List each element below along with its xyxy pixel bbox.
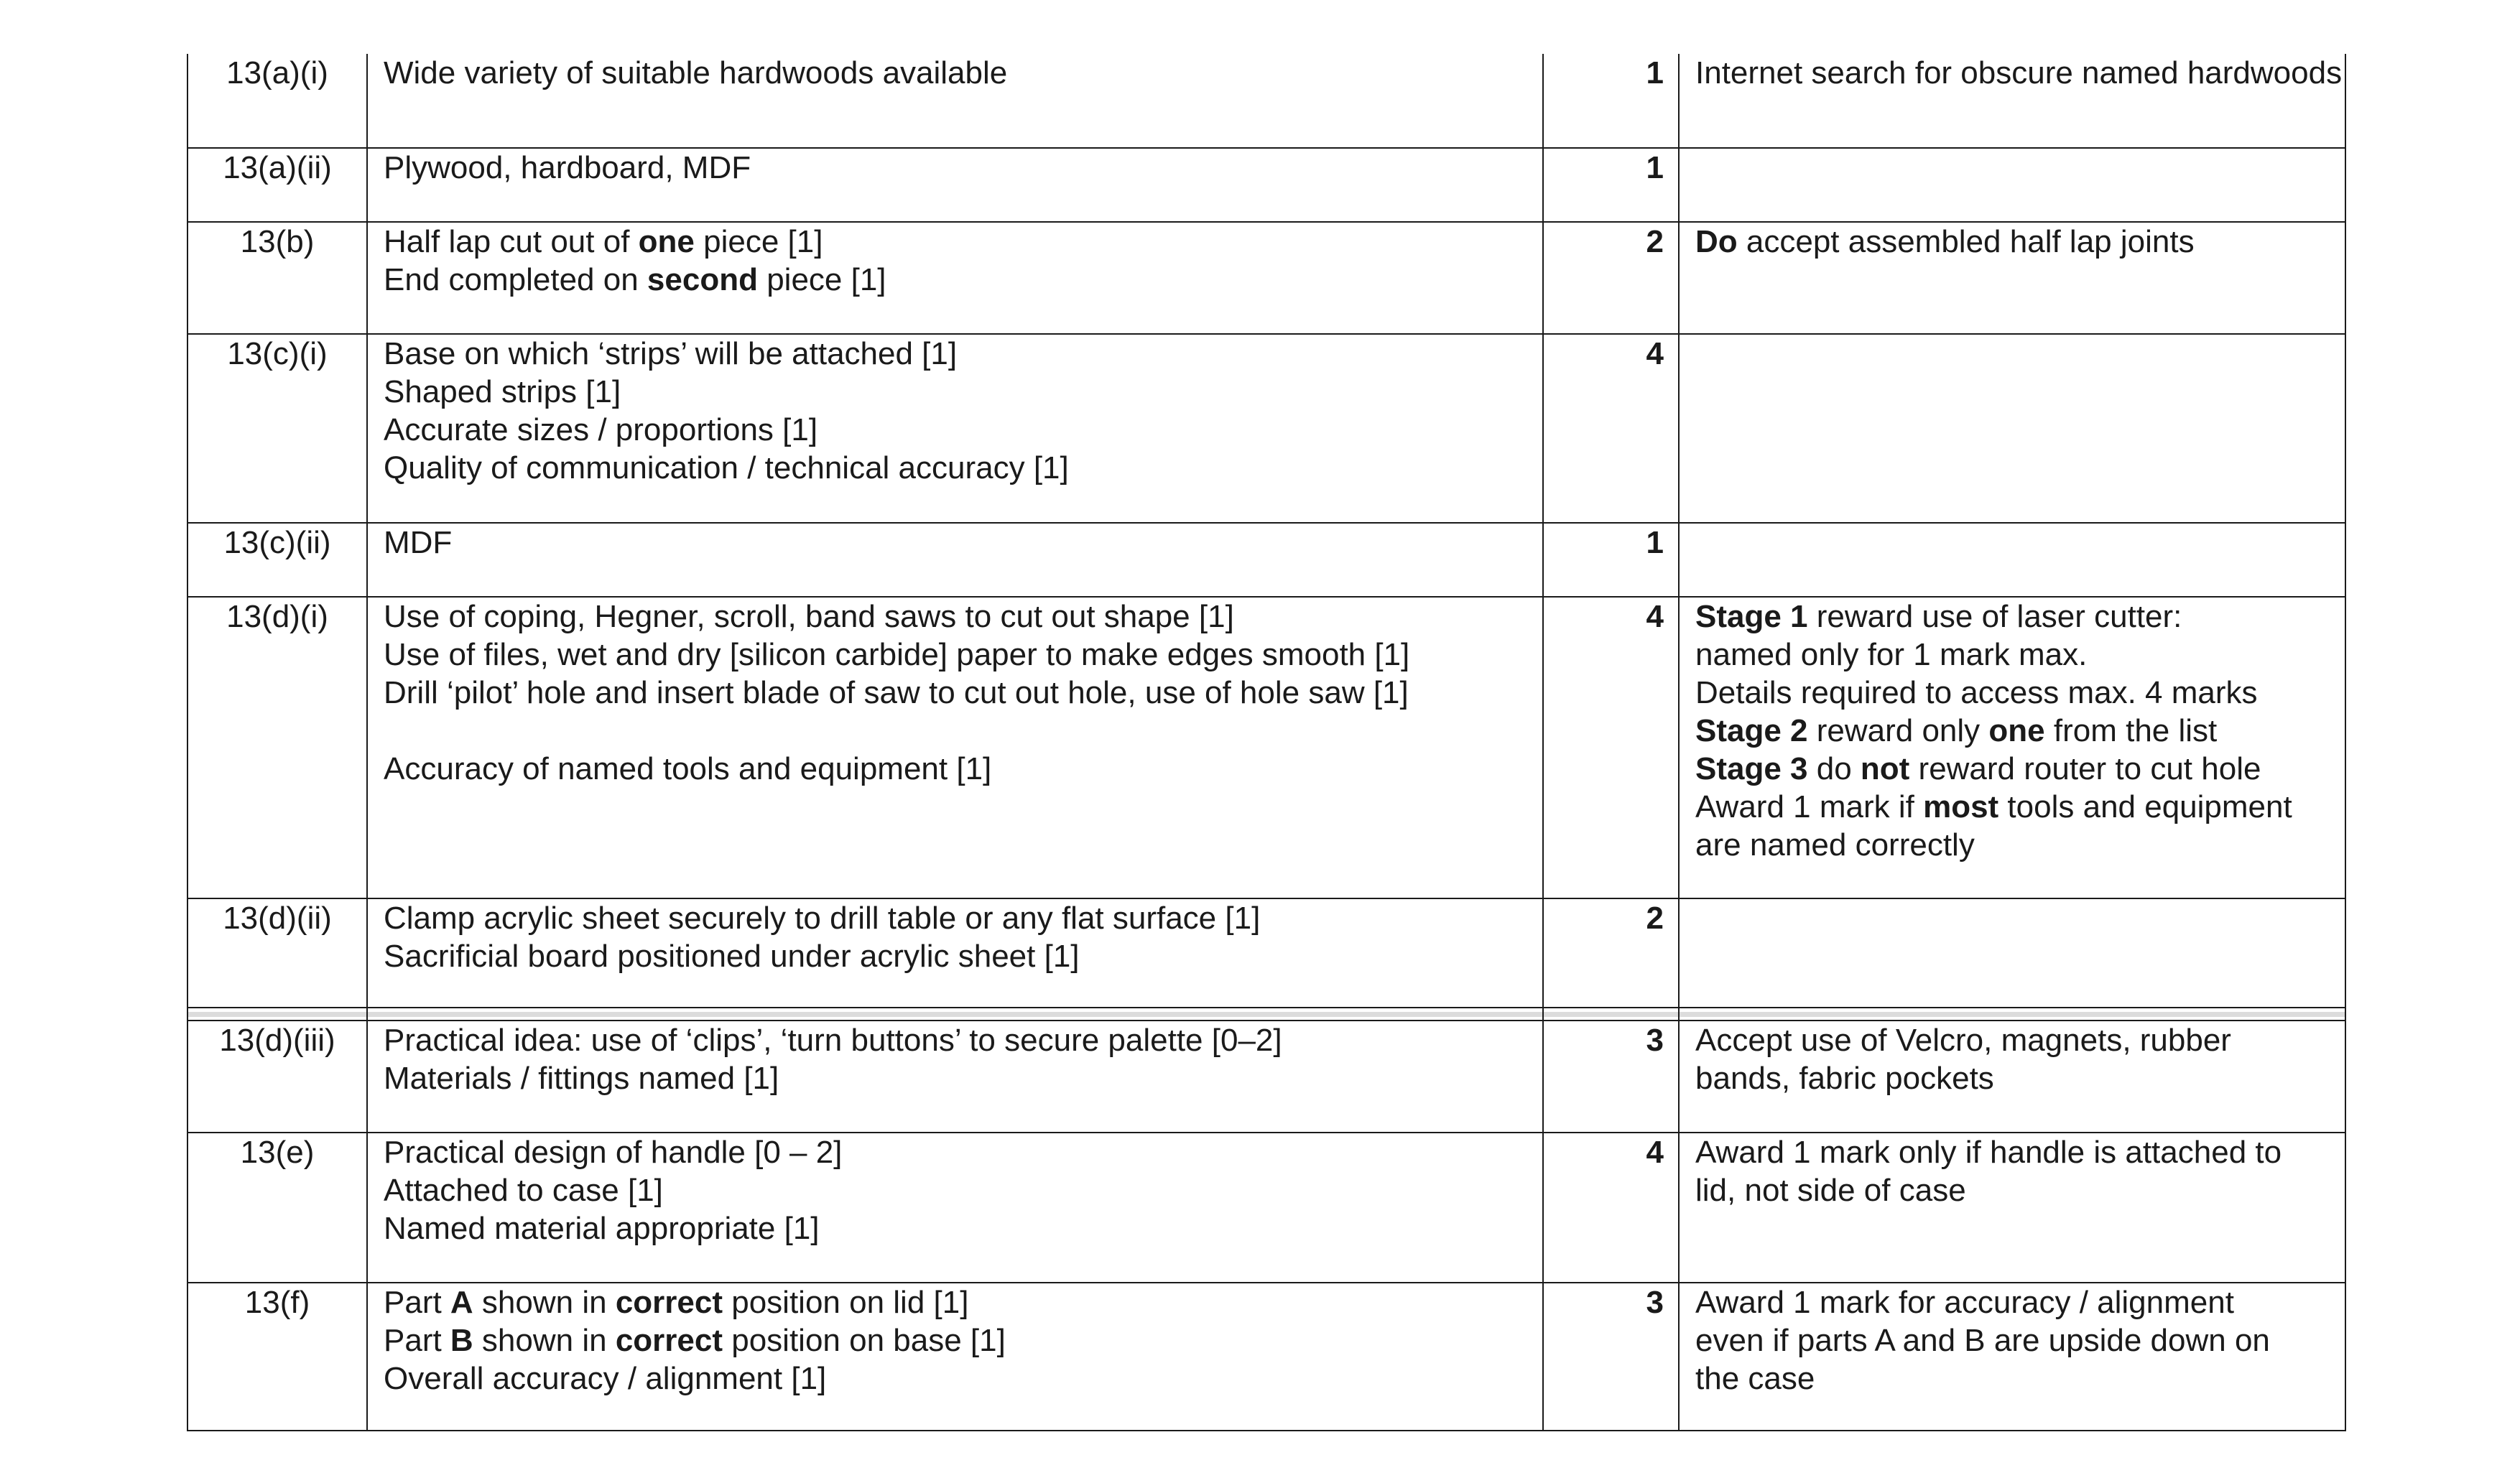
question-number: 13(b) xyxy=(187,222,367,334)
guidance-cell xyxy=(1679,523,2345,597)
text: Award 1 mark for accuracy / alignment xyxy=(1695,1285,2234,1320)
answer-cell-line xyxy=(384,411,1527,449)
text: Accuracy of named tools and equipment [1] xyxy=(384,751,992,786)
text: Award 1 mark if xyxy=(1695,789,1924,824)
marks-value: 3 xyxy=(1543,1021,1679,1133)
text: shown in xyxy=(473,1285,616,1320)
bold-text: not xyxy=(1860,751,1910,786)
table-row xyxy=(187,148,2345,222)
guidance-cell-line xyxy=(1695,788,2329,826)
guidance-cell xyxy=(1679,1283,2345,1431)
mark-scheme-body xyxy=(187,54,2345,1431)
answer-cell-line xyxy=(384,636,1527,674)
text: reward only xyxy=(1807,713,1989,748)
guidance-cell-line xyxy=(1695,1059,2329,1097)
blank-line xyxy=(384,712,1527,750)
text: shown in xyxy=(473,1323,616,1358)
answer-cell xyxy=(367,898,1543,1008)
marks-value: 1 xyxy=(1543,523,1679,597)
answer-cell-line xyxy=(384,1171,1527,1209)
text: tools and equipment xyxy=(1998,789,2292,824)
separator-cell xyxy=(1543,1008,1679,1021)
guidance-cell xyxy=(1679,54,2345,148)
text: lid, not side of case xyxy=(1695,1173,1966,1208)
marks-value: 3 xyxy=(1543,1283,1679,1431)
question-number: 13(f) xyxy=(187,1283,367,1431)
text: Clamp acrylic sheet securely to drill table or any flat surface [1] xyxy=(384,901,1261,936)
answer-cell-line xyxy=(384,1360,1527,1398)
guidance-cell-line xyxy=(1695,223,2329,261)
marks-value: 4 xyxy=(1543,1133,1679,1283)
answer-cell-line xyxy=(384,373,1527,411)
text: Wide variety of suitable hardwoods available xyxy=(384,55,1008,90)
mark-scheme-table xyxy=(187,54,2346,1431)
answer-cell-line xyxy=(384,750,1527,788)
table-row xyxy=(187,523,2345,597)
guidance-cell xyxy=(1679,597,2345,898)
answer-cell xyxy=(367,1283,1543,1431)
guidance-cell-line xyxy=(1695,674,2329,712)
table-row xyxy=(187,1021,2345,1133)
answer-cell-line xyxy=(384,899,1527,937)
answer-cell-line xyxy=(384,524,1527,562)
answer-cell-line xyxy=(384,1133,1527,1171)
bold-text: Stage 2 xyxy=(1695,713,1808,748)
guidance-cell-line xyxy=(1695,1171,2329,1209)
text: Overall accuracy / alignment [1] xyxy=(384,1361,827,1396)
separator-cell xyxy=(367,1008,1543,1021)
guidance-cell-line xyxy=(1695,1360,2329,1398)
text: position on base [1] xyxy=(723,1323,1006,1358)
answer-cell-line xyxy=(384,1209,1527,1247)
guidance-cell xyxy=(1679,898,2345,1008)
text: Accurate sizes / proportions [1] xyxy=(384,412,818,447)
guidance-cell xyxy=(1679,334,2345,523)
bold-text: one xyxy=(638,224,695,259)
answer-cell-line xyxy=(384,449,1527,487)
table-row xyxy=(187,54,2345,148)
guidance-cell xyxy=(1679,222,2345,334)
mark-scheme-sheet xyxy=(187,54,2345,1431)
text: piece [1] xyxy=(757,262,886,297)
answer-cell-line xyxy=(384,1021,1527,1059)
table-row xyxy=(187,1283,2345,1431)
bold-text: second xyxy=(647,262,758,297)
table-row xyxy=(187,222,2345,334)
text: Part xyxy=(384,1285,450,1320)
text: do xyxy=(1807,751,1861,786)
text: Half lap cut out of xyxy=(384,224,639,259)
text: Named material appropriate [1] xyxy=(384,1211,820,1246)
text: Award 1 mark only if handle is attached to xyxy=(1695,1135,2282,1170)
answer-cell-line xyxy=(384,1321,1527,1360)
guidance-cell-line xyxy=(1695,636,2329,674)
guidance-cell-line xyxy=(1695,712,2329,750)
answer-cell-line xyxy=(384,1059,1527,1097)
guidance-cell-line xyxy=(1695,1021,2329,1059)
text: the case xyxy=(1695,1361,1815,1396)
text: Part xyxy=(384,1323,450,1358)
text: Sacrificial board positioned under acrylic sheet [1] xyxy=(384,939,1080,974)
bold-text: correct xyxy=(615,1285,723,1320)
bold-text: one xyxy=(1988,713,2045,748)
text: Materials / fittings named [1] xyxy=(384,1061,779,1096)
text: Use of coping, Hegner, scroll, band saws to cut out shape [1] xyxy=(384,599,1234,634)
answer-cell-line xyxy=(384,335,1527,373)
answer-cell xyxy=(367,334,1543,523)
answer-cell xyxy=(367,1021,1543,1133)
text: Practical design of handle [0 – 2] xyxy=(384,1135,843,1170)
bold-text: most xyxy=(1923,789,1999,824)
text: reward use of laser cutter: xyxy=(1807,599,2182,634)
marks-value: 1 xyxy=(1543,54,1679,148)
answer-cell xyxy=(367,597,1543,898)
answer-cell-line xyxy=(384,937,1527,975)
text: Accept use of Velcro, magnets, rubber xyxy=(1695,1023,2231,1058)
guidance-cell xyxy=(1679,1133,2345,1283)
text: reward router to cut hole xyxy=(1909,751,2261,786)
text: position on lid [1] xyxy=(723,1285,969,1320)
text: Use of files, wet and dry [silicon carbide] paper to make edges smooth [1] xyxy=(384,637,1410,672)
answer-cell-line xyxy=(384,674,1527,712)
text: Plywood, hardboard, MDF xyxy=(384,150,751,185)
table-row xyxy=(187,898,2345,1008)
text: Details required to access max. 4 marks xyxy=(1695,675,2258,710)
guidance-cell-line xyxy=(1695,826,2329,864)
question-number: 13(c)(ii) xyxy=(187,523,367,597)
guidance-cell-line xyxy=(1695,54,2343,92)
answer-cell xyxy=(367,148,1543,222)
guidance-cell xyxy=(1679,148,2345,222)
answer-cell xyxy=(367,222,1543,334)
text: bands, fabric pockets xyxy=(1695,1061,1994,1096)
answer-cell xyxy=(367,54,1543,148)
question-number: 13(d)(i) xyxy=(187,597,367,898)
question-number: 13(d)(iii) xyxy=(187,1021,367,1133)
bold-text: Stage 3 xyxy=(1695,751,1808,786)
question-number: 13(e) xyxy=(187,1133,367,1283)
table-row xyxy=(187,597,2345,898)
question-number: 13(c)(i) xyxy=(187,334,367,523)
bold-text: Do xyxy=(1695,224,1738,259)
table-row xyxy=(187,1133,2345,1283)
text: MDF xyxy=(384,525,453,560)
marks-value: 1 xyxy=(1543,148,1679,222)
guidance-cell-line xyxy=(1695,1321,2329,1360)
text: End completed on xyxy=(384,262,647,297)
marks-value: 4 xyxy=(1543,597,1679,898)
text: Internet search for obscure named hardwoods xyxy=(1695,55,2343,90)
answer-cell-line xyxy=(384,1283,1527,1321)
marks-value: 2 xyxy=(1543,222,1679,334)
guidance-cell-line xyxy=(1695,1283,2329,1321)
bold-text: B xyxy=(450,1323,473,1358)
text: Attached to case [1] xyxy=(384,1173,663,1208)
bold-text: A xyxy=(450,1285,473,1320)
answer-cell-line xyxy=(384,223,1527,261)
marks-value: 2 xyxy=(1543,898,1679,1008)
text: Practical idea: use of ‘clips’, ‘turn buttons’ to secure palette [0–2] xyxy=(384,1023,1282,1058)
text: Drill ‘pilot’ hole and insert blade of saw to cut out hole, use of hole saw [1] xyxy=(384,675,1409,710)
answer-cell-line xyxy=(384,598,1527,636)
text: piece [1] xyxy=(694,224,823,259)
guidance-cell-line xyxy=(1695,598,2329,636)
question-number: 13(a)(i) xyxy=(187,54,367,148)
bold-text: correct xyxy=(615,1323,723,1358)
guidance-cell xyxy=(1679,1021,2345,1133)
answer-cell-line xyxy=(384,261,1527,299)
answer-cell xyxy=(367,523,1543,597)
guidance-cell-line xyxy=(1695,1133,2329,1171)
text: Base on which ‘strips’ will be attached [1] xyxy=(384,336,958,371)
bold-text: Stage 1 xyxy=(1695,599,1808,634)
question-number: 13(a)(ii) xyxy=(187,148,367,222)
answer-cell-line xyxy=(384,149,1527,187)
answer-cell-line xyxy=(384,54,1527,92)
text: even if parts A and B are upside down on xyxy=(1695,1323,2270,1358)
question-number: 13(d)(ii) xyxy=(187,898,367,1008)
answer-cell xyxy=(367,1133,1543,1283)
table-row xyxy=(187,334,2345,523)
text: are named correctly xyxy=(1695,827,1975,863)
page-break-separator xyxy=(187,1008,2345,1021)
marks-value: 4 xyxy=(1543,334,1679,523)
separator-cell xyxy=(187,1008,367,1021)
text: accept assembled half lap joints xyxy=(1737,224,2195,259)
text: Shaped strips [1] xyxy=(384,374,621,409)
text: named only for 1 mark max. xyxy=(1695,637,2088,672)
guidance-cell-line xyxy=(1695,750,2329,788)
text: Quality of communication / technical accuracy [1] xyxy=(384,450,1069,485)
text: from the list xyxy=(2044,713,2218,748)
separator-cell xyxy=(1679,1008,2345,1021)
